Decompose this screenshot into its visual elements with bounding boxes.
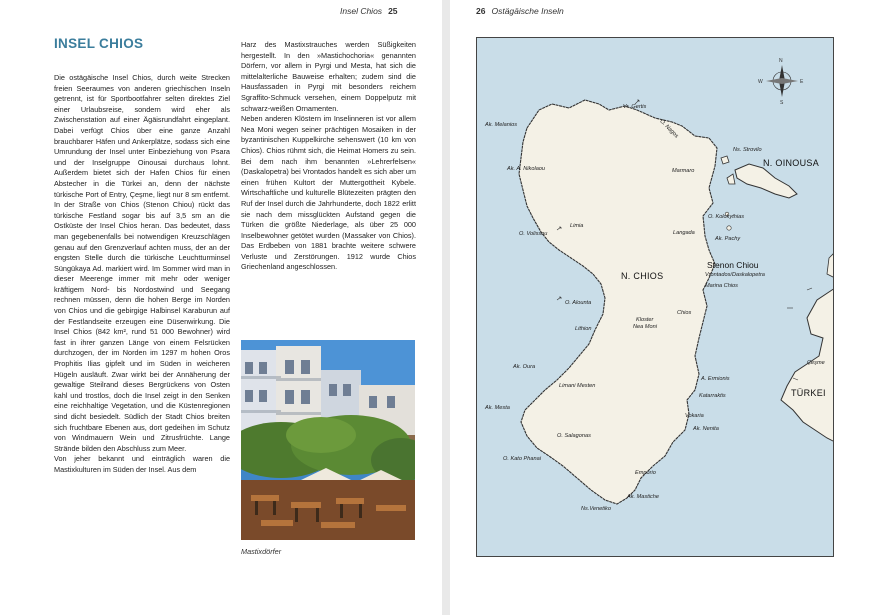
- paragraph: Von jeher bekannt und einträglich waren die Mastixkulturen im Süden der Insel. Aus dem: [54, 454, 230, 474]
- left-page: [0, 0, 442, 615]
- map-label: Ns. Strovilo: [733, 147, 762, 153]
- map-label: Vokaria: [685, 413, 704, 419]
- oinousa-island-shape: [735, 164, 797, 198]
- map-label: Chios: [677, 310, 692, 316]
- village-photo-illustration: [241, 340, 415, 540]
- map-label: O. Kato Phanai: [503, 456, 541, 462]
- paragraph: Harz des Mastixstrauches werden Süßigkeiten hergestellt. In den »Mastichochoria« genannten Dörfern, vor allem in Pyrgi und Mesta, hat sich die mittelalterliche Bauweise erhalten; zudem sind die Hausfassaden in Pyrgi mit besonders reichem Sgraffito-Schmuck versehen, einem Doppelputz mit schwarz-weißen Ornamenten.: [241, 40, 416, 113]
- map-label: Çeşme: [807, 360, 825, 366]
- text-column-right: [241, 40, 416, 330]
- map-drawing: [477, 38, 834, 557]
- compass-n: N: [779, 58, 783, 64]
- map-label: Nea Moni: [633, 324, 657, 330]
- map-label-oinousa: N. OINOUSA: [763, 158, 820, 168]
- map-label: A. Ermionis: [701, 376, 730, 382]
- map-label: Ns.Venetiko: [581, 506, 611, 512]
- right-page: [450, 0, 894, 615]
- map-label: Limia: [570, 223, 584, 229]
- map-label: Ak. Oura: [513, 364, 536, 370]
- compass-e: E: [800, 79, 804, 85]
- chios-island-shape: [519, 100, 717, 504]
- paragraph: Neben anderen Klöstern im Inselinneren ist vor allem Nea Moni wegen seiner prächtigen Mosaiken in der byzantinischen Kuppelkirche sehenswert (10 km von Chios). Chios rühmt sich, die Heimat Homers zu sein. Bei dem nach ihm benannten »Lehrerfelsen« (Daskalopetra) bei Vrontados handelt es sich aber um einen frühen Kultort der Muttergottheit Kybele. Wirtschaftliche und kulturelle Blütezeiten prägten den Ruf der Insel durch die Jahrhunderte, doch 1822 erlitt sie nach dem missglückten Aufstand gegen die Türken die größte Niederlage, als über 25 000 Inselbewohner getötet wurden (Massaker von Chios). Das Erdbeben von 1881 brachte weitere schwere Verluste und Zerstörungen. 1912 wurde Chios Griechenland angeschlossen.: [241, 114, 416, 272]
- compass-w: W: [758, 79, 763, 85]
- running-header-left: [340, 6, 398, 16]
- paragraph: Die ostägäische Insel Chios, durch weite Strecken freien Seeraumes von anderen griechischen Inseln getrennt, ist für Sportbootfahrer selten direktes Ziel einer Urlaubsreise, sondern wird eher als Zwischenstation auf einer Ägäisrundfahrt eingeplant. Dabei verfügt Chios über eine ganze Anzahl brauchbarer Häfen und Ankerplätze, sodass sich eine Umrundung der Insel unter Einbeziehung von Psara und der Inselgruppe Oinousai durchaus lohnt. Außerdem bietet sich der Hafen Chios für einen Abstecher in die Türkei an, denn der nächste türkische Port of Entry, Çeşme, liegt nur 8 sm entfernt. In der Straße von Chios (Stenon Chiou) rückt das türkische Festland sogar bis auf 3,5 sm an die Ostküste der Insel Chios heran. Das bedeutet, dass man gegebenenfalls bei notwendigen Kreuzschlägen genau auf den Grenzverlauf achten muss, der an der engsten Stelle durch die türkische Leuchtturminsel Süngükaya Ad. markiert wird. Im Sommer wird man in dieser Meerenge immer mit mehr oder weniger kräftigem Nord- bis Nordostwind und Seegang rechnen müssen, denn die hohen Berge im Norden von Chios und die gebirgige Halbinsel Karaburun auf der Festlandseite erzeugen eine Düsenwirkung. Die Insel Chios (842 km², rund 51 000 Bewohner) wird fast in ihrer ganzen Länge von einem Felsrücken durchzogen, der im Norden im 1297 m hohen Oros Prophitis Ilias gipfelt und im Süden in weicheren Hügeln ausläuft. Zwar wirkt bei der Annäherung der gewaltige Steilrand dieses Bergrückens von Osten kahl und trostlos, doch die Insel zeigt in den Senken eine reichhaltige Vegetation, und die Küstenregionen sind dicht besiedelt. Südlich der Stadt Chios breiten sich fruchtbare Ebenen aus, dort gedeihen im Schutz von Windmauern Wein und Zitrusfrüchte. Lange Strände bilden den Abschluss zum Meer.: [54, 73, 230, 453]
- map-label: Marmaro: [672, 168, 695, 174]
- map-label: O. Salagonas: [557, 433, 591, 439]
- map-label: Langada: [673, 230, 695, 236]
- photo-caption: Mastixdörfer: [241, 547, 282, 556]
- page-title: INSEL CHIOS: [54, 36, 144, 51]
- map-label: O. Volissou: [519, 231, 548, 237]
- map-label: Ak. Mesta: [485, 405, 510, 411]
- map-label: Lithion: [575, 326, 592, 332]
- running-header-right: [476, 6, 564, 16]
- map-label: Ak. Pachy: [715, 236, 741, 242]
- map-label: Katarraktis: [699, 393, 726, 399]
- header-section: Ostägäische Inseln: [491, 6, 564, 16]
- map-label: Emporio: [635, 470, 656, 476]
- map-label-stenon-chiou: Stenon Chiou: [707, 260, 759, 270]
- map-label: Vrontados/Daskalopetra: [705, 272, 765, 278]
- map-label: Ak. Melanios: [485, 122, 518, 128]
- map-label: Ak. Mastiche: [627, 494, 660, 500]
- map-label: O. Nagos: [658, 118, 680, 140]
- compass-rose: [766, 65, 798, 97]
- text-column-left: [54, 73, 230, 563]
- map-label: Vr. Gertis: [623, 104, 647, 110]
- village-photo: [241, 340, 415, 540]
- map-label: Limani Mesten: [559, 383, 596, 389]
- map-label: Marina Chios: [705, 283, 738, 289]
- compass-s: S: [780, 100, 784, 106]
- page-number: 25: [388, 6, 398, 16]
- map-label: Ak. Nenita: [693, 426, 719, 432]
- map-label: Ak. A. Nikolaou: [507, 166, 546, 172]
- map-label: Kloster: [636, 317, 654, 323]
- map-label-n-chios: N. CHIOS: [621, 271, 664, 281]
- map-label: O. Kolokythias: [708, 214, 745, 220]
- map-label: O. Alounta: [565, 300, 592, 306]
- chios-map: [476, 37, 834, 557]
- page-number: 26: [476, 6, 486, 16]
- map-label-turkei: TÜRKEI: [791, 388, 826, 398]
- header-section: Insel Chios: [340, 6, 383, 16]
